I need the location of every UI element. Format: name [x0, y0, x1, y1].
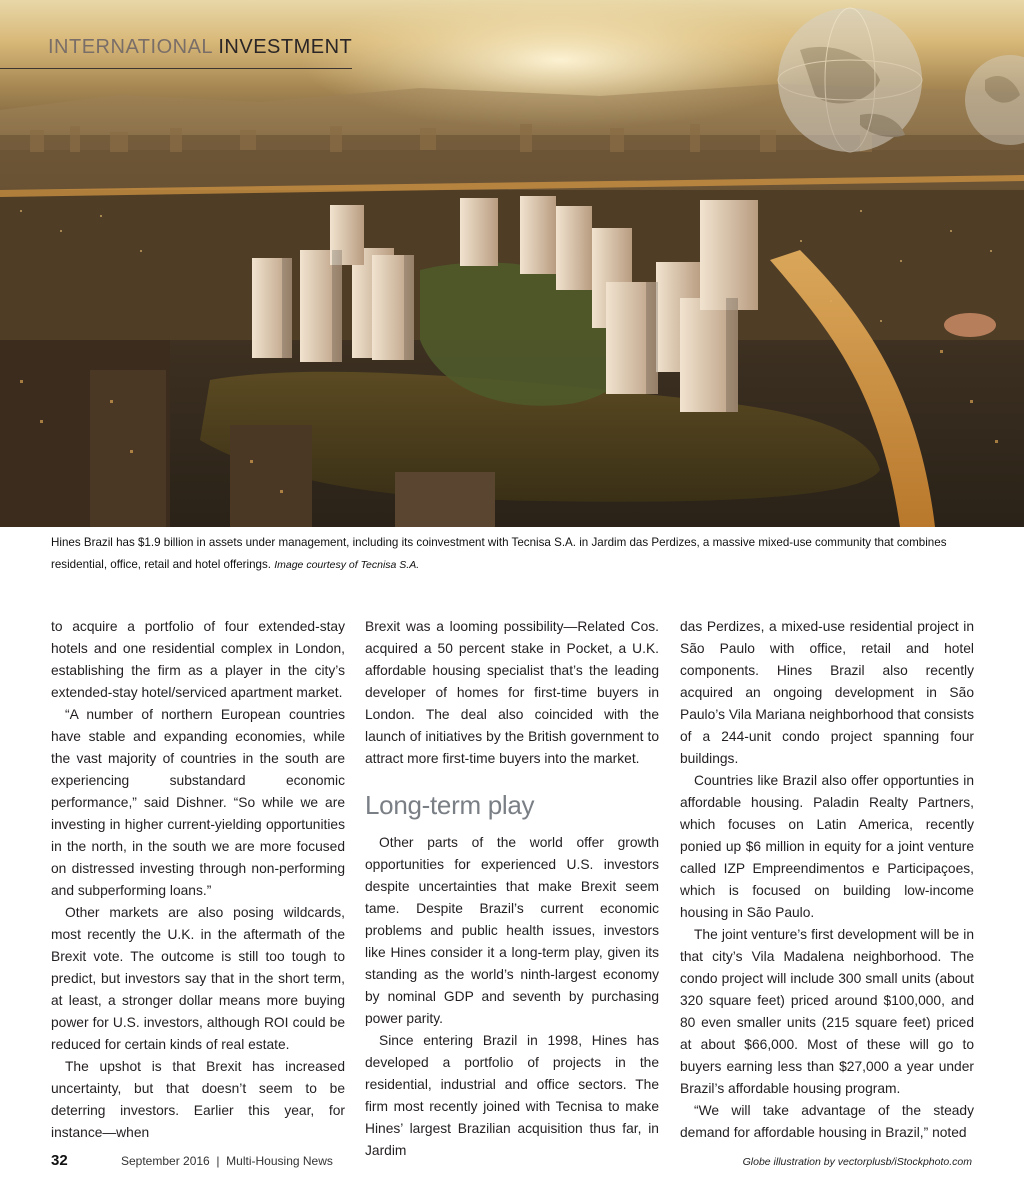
photo-caption: [51, 532, 971, 576]
paragraph: “We will take advantage of the steady demand for affordable housing in Brazil,” noted: [680, 1103, 974, 1140]
illustration-credit: Globe illustration by vectorplusb/iStockphoto.com: [742, 1156, 972, 1168]
paragraph: The joint venture’s first development will be in that city’s Vila Madalena neighborhood. The condo project will include 300 small units (about 320 square feet) priced around $100,000, and 80 even smaller units (215 square feet) priced at about $66,000. Most of these will go to buyers earning less than $27,000 a year under Brazil’s affordable housing program.: [680, 927, 974, 1096]
globe-icon: [778, 8, 922, 152]
article-column-2: [365, 616, 659, 1162]
city-aerial-photo: [0, 0, 1024, 527]
caption-credit: Image courtesy of Tecnisa S.A.: [274, 559, 420, 571]
caption-text: Hines Brazil has $1.9 billion in assets under management, including its coinvestment with Tecnisa S.A. in Jardim das Perdizes, a massive mixed-use community that combines residential, office, retail and hotel offerings.: [51, 536, 947, 571]
paragraph: Other parts of the world offer growth opportunities for experienced U.S. investors despite uncertainties that make Brexit seem tame. Despite Brazil’s current economic problems and public health issues, investors like Hines consider it a long-term play, given its standing as the world’s ninth-largest economy by nominal GDP and seventh by purchasing power parity.: [365, 835, 659, 1026]
paragraph: das Perdizes, a mixed-use residential project in São Paulo with office, retail and hotel components. Hines Brazil also recently acquired an ongoing development in São Paulo’s Vila Mariana neighborhood that consists of a 244-unit condo project spanning four buildings.: [680, 619, 975, 766]
section-header-light: INTERNATIONAL: [48, 36, 219, 58]
paragraph: The upshot is that Brexit has increased uncertainty, but that doesn’t seem to be deterring investors. Earlier this year, for instance—when: [51, 1059, 345, 1140]
article-column-3: [680, 616, 974, 1144]
paragraph: to acquire a portfolio of four extended-stay hotels and one residential complex in London, establishing the firm as a player in the city’s extended-stay hotel/serviced apartment market.: [51, 619, 345, 700]
header-rule: [0, 68, 352, 69]
subheading: Long-term play: [365, 790, 535, 820]
paragraph: “A number of northern European countries have stable and expanding economies, while the vast majority of countries in the south are experiencing substandard economic performance,” said Dishner. “So while we are investing in higher current-yielding opportunities in the north, in the south we are more focused on distressed investing through non-performing and subperforming loans.”: [51, 707, 345, 898]
article-column-1: [51, 616, 345, 1144]
paragraph: Other markets are also posing wildcards, most recently the U.K. in the aftermath of the Brexit vote. The outcome is still too tough to predict, but investors say that in the short term, at least, a stronger dollar means more buying power for U.S. investors, although ROI could be reduced for certain kinds of real estate.: [51, 905, 345, 1052]
section-header: [48, 36, 352, 59]
hero-photo: [0, 0, 1024, 527]
section-header-dark: INVESTMENT: [218, 36, 353, 58]
paragraph: Brexit was a looming possibility—Related Cos. acquired a 50 percent stake in Pocket, a U.K. affordable housing specialist that’s the leading developer of homes for first-time buyers in London. The deal also coincided with the launch of initiatives by the British government to attract more first-time buyers into the market.: [365, 619, 659, 766]
paragraph: Since entering Brazil in 1998, Hines has developed a portfolio of projects in the residential, industrial and office sectors. The firm most recently joined with Tecnisa to make Hines’ largest Brazilian acquisition thus far, in Jardim: [365, 1033, 659, 1158]
issue-info: September 2016 | Multi-Housing News: [121, 1154, 333, 1168]
page-number: 32: [51, 1152, 68, 1169]
paragraph: Countries like Brazil also offer opportunties in affordable housing. Paladin Realty Partners, which focuses on Latin America, recently ponied up $6 million in equity for a joint venture called IZP Empreendimentos e Participaçoes, which is focused on building low-income housing in São Paulo.: [680, 773, 974, 920]
